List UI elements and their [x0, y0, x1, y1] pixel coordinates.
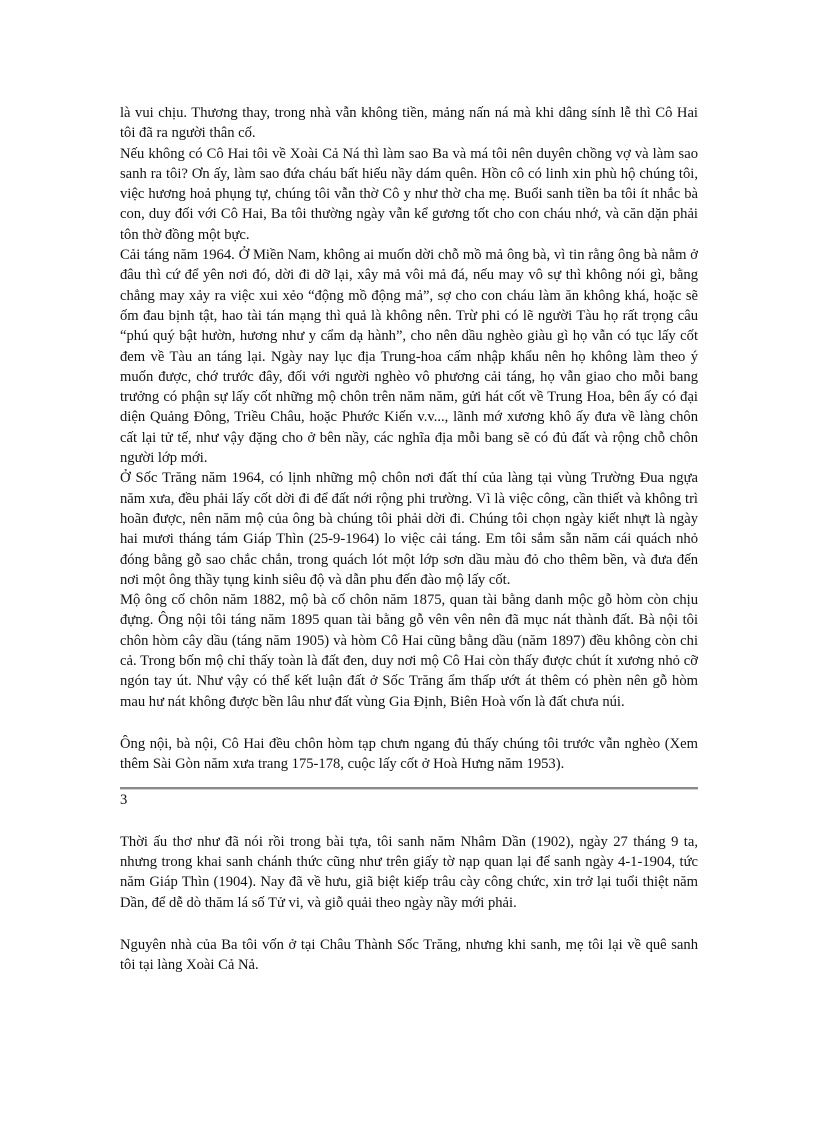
paragraph-childhood: Thời ấu thơ như đã nói rồi trong bài tựa, tôi sanh năm Nhâm Dần (1902), ngày 27 tháng 9 ta, nhưng trong khai sanh chánh thức cũng như trên giấy tờ nạp quan lại để sanh ngày 4-1-1904, tức năm Giáp Thìn (1904). Nay đã về hưu, giã biệt kiếp trâu cày công chức, xin trở lại tuổi thiệt năm Dần, để dễ dò thăm lá số Tử vi, và giỗ quải theo ngày nầy mới phải. [120, 833, 698, 911]
paragraph-birthplace: Nguyên nhà của Ba tôi vốn ở tại Châu Thành Sốc Trăng, nhưng khi sanh, mẹ tôi lại về quê sanh tôi tại làng Xoài Cả Nả. [120, 936, 698, 974]
spacer [120, 913, 698, 935]
spacer [120, 712, 698, 734]
spacer [120, 810, 698, 832]
paragraph-closing: Ông nội, bà nội, Cô Hai đều chôn hòm tạp chưn ngang đủ thấy chúng tôi trước vẫn nghèo (Xem thêm Sài Gòn năm xưa trang 175-178, cuộc lấy cốt ở Hoà Hưng năm 1953). [120, 735, 698, 773]
document-page [120, 103, 698, 976]
paragraph-soc-trang-1964: Ở Sốc Trăng năm 1964, có lịnh những mộ chôn nơi đất thí của làng tại vùng Trường Đua ngựa năm xưa, đều phải lấy cốt dời đi để đất nới rộng phi trường. Vì là việc công, cần thiết và không trì hoãn được, nên năm mộ của ông bà chúng tôi phải dời đi. Chúng tôi chọn ngày kiết nhựt là ngày hai mươi tháng tám Giáp Thìn (25-9-1964) lo việc cải táng. Em tôi sắm sẵn năm cái quách nhỏ đóng bằng gỗ sao chắc chắn, trong quách lót một lớp sơn dầu màu đỏ cho thêm bền, và đưa đến nơi một ông thầy tụng kinh siêu độ và dẫn phu đến đào mộ lấy cốt. [120, 470, 698, 588]
paragraph-gratitude: Nếu không có Cô Hai tôi về Xoài Cả Ná thì làm sao Ba và má tôi nên duyên chồng vợ và làm sao sanh ra tôi? Ơn ấy, làm sao đứa cháu bất hiếu nầy dám quên. Hồn cô có linh xin phù hộ chúng tôi, việc hương hoả phụng tự, chúng tôi vẫn thờ Cô y như thờ cha mẹ. Buổi sanh tiền ba tôi ít nhắc bà con, duy đối với Cô Hai, Ba tôi thường ngày vẫn kể gương tốt cho con cháu nhớ, và căn dặn phải tôn thờ đồng một bực. [120, 145, 698, 243]
paragraph-reburial-1964: Cải táng năm 1964. Ở Miền Nam, không ai muốn dời chỗ mồ mả ông bà, vì tin rằng ông bà nằm ở đâu thì cứ để yên nơi đó, dời đi dỡ lại, xây mả vôi mả đá, nếu may vô sự thì không nói gì, bằng chẳng may xảy ra việc xui xẻo “động mồ động mả”, sợ cho con cháu làm ăn không khá, hoặc sẽ ốm đau bịnh tật, hao tài tán mạng thì quả là không nên. Trừ phi có lẽ người Tàu họ rất trọng câu “phú quý bật hườn, hương như y cẩm dạ hành”, cho nên dầu nghèo giàu gì họ vẫn có tục lấy cốt đem về Tàu an táng lại. Ngày nay lục địa Trung-hoa cấm nhập khẩu nên họ không làm theo ý muốn được, chớ trước đây, đối với người nghèo vô phương cải táng, họ vẫn giao cho mỗi bang trưởng có phận sự lấy cốt những mộ chôn trên năm năm, gửi hát cốt về Trung Hoa, bên ấy có đại diện Quảng Đông, Triều Châu, hoặc Phước Kiến v.v..., lãnh mớ xương khô ấy đưa về làng chôn cất lại tử tế, như vậy đặng cho ở bên nầy, các nghĩa địa mỗi bang sẽ có đủ đất và rộng chỗ chôn người lớp mới. [120, 247, 698, 467]
paragraph-continuation: là vui chịu. Thương thay, trong nhà vẫn không tiền, mảng nấn ná mà khi dâng sính lễ thì Cô Hai tôi đã ra người thân cố. [120, 105, 698, 142]
paragraph-grave-findings: Mộ ông cố chôn năm 1882, mộ bà cố chôn năm 1875, quan tài bằng danh mộc gỗ hòm còn chịu đựng. Ông nội tôi táng năm 1895 quan tài bằng gỗ vên vên nên đã mục nát thành đất. Bà nội tôi chôn hòm cây dầu (táng năm 1905) và hòm Cô Hai cũng bằng dầu (năm 1897) đều không còn chi cả. Trong bốn mộ chỉ thấy toàn là đất đen, duy nơi mộ Cô Hai còn thấy được chút ít xương nhỏ cỡ ngón tay út. Như vậy có thể kết luận đất ở Sốc Trăng ẩm thấp ướt át thêm có phèn nên gỗ hòm mau hư nát không được bền lâu như đất vùng Gia Định, Biên Hoà vốn là đất chưa núi. [120, 592, 698, 710]
page-number: 3 [120, 791, 128, 808]
